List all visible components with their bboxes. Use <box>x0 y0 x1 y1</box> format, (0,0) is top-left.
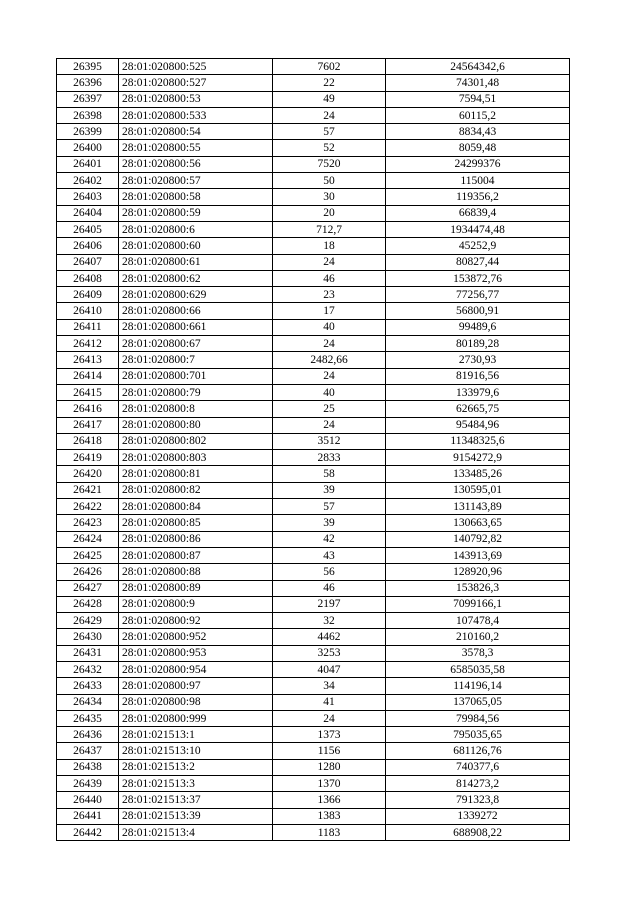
area-cell: 4047 <box>273 661 386 677</box>
row-number-cell: 26413 <box>57 352 119 368</box>
row-number-cell: 26415 <box>57 384 119 400</box>
row-number-cell: 26410 <box>57 303 119 319</box>
table-row <box>57 75 570 91</box>
area-cell: 24 <box>273 368 386 384</box>
cadastral-number-cell: 28:01:020800:53 <box>119 91 273 107</box>
area-cell: 18 <box>273 238 386 254</box>
value-cell: 74301,48 <box>386 75 570 91</box>
table-row <box>57 189 570 205</box>
value-cell: 137065,05 <box>386 694 570 710</box>
value-cell: 107478,4 <box>386 613 570 629</box>
cadastral-number-cell: 28:01:021513:10 <box>119 743 273 759</box>
value-cell: 115004 <box>386 173 570 189</box>
row-number-cell: 26426 <box>57 564 119 580</box>
value-cell: 153872,76 <box>386 270 570 286</box>
cadastral-number-cell: 28:01:020800:80 <box>119 417 273 433</box>
row-number-cell: 26397 <box>57 91 119 107</box>
value-cell: 791323,8 <box>386 792 570 808</box>
cadastral-number-cell: 28:01:020800:9 <box>119 596 273 612</box>
value-cell: 77256,77 <box>386 287 570 303</box>
area-cell: 1383 <box>273 808 386 824</box>
table-row <box>57 629 570 645</box>
area-cell: 25 <box>273 401 386 417</box>
table-row <box>57 580 570 596</box>
table-row <box>57 384 570 400</box>
value-cell: 24299376 <box>386 156 570 172</box>
value-cell: 210160,2 <box>386 629 570 645</box>
value-cell: 3578,3 <box>386 645 570 661</box>
area-cell: 24 <box>273 254 386 270</box>
row-number-cell: 26401 <box>57 156 119 172</box>
cadastral-number-cell: 28:01:020800:7 <box>119 352 273 368</box>
cadastral-number-cell: 28:01:021513:4 <box>119 824 273 840</box>
table-row <box>57 59 570 75</box>
table-row <box>57 254 570 270</box>
table-row <box>57 287 570 303</box>
value-cell: 2730,93 <box>386 352 570 368</box>
area-cell: 24 <box>273 417 386 433</box>
row-number-cell: 26442 <box>57 824 119 840</box>
area-cell: 46 <box>273 580 386 596</box>
cadastral-number-cell: 28:01:020800:661 <box>119 319 273 335</box>
table-row <box>57 727 570 743</box>
row-number-cell: 26420 <box>57 466 119 482</box>
value-cell: 8834,43 <box>386 124 570 140</box>
cadastral-number-cell: 28:01:020800:802 <box>119 433 273 449</box>
area-cell: 1366 <box>273 792 386 808</box>
row-number-cell: 26399 <box>57 124 119 140</box>
row-number-cell: 26419 <box>57 450 119 466</box>
cadastral-number-cell: 28:01:020800:97 <box>119 678 273 694</box>
value-cell: 114196,14 <box>386 678 570 694</box>
row-number-cell: 26417 <box>57 417 119 433</box>
cadastral-number-cell: 28:01:020800:629 <box>119 287 273 303</box>
cadastral-number-cell: 28:01:020800:85 <box>119 515 273 531</box>
value-cell: 24564342,6 <box>386 59 570 75</box>
cadastral-number-cell: 28:01:020800:525 <box>119 59 273 75</box>
cadastral-number-cell: 28:01:020800:953 <box>119 645 273 661</box>
table-row <box>57 596 570 612</box>
table-row <box>57 124 570 140</box>
row-number-cell: 26437 <box>57 743 119 759</box>
value-cell: 99489,6 <box>386 319 570 335</box>
cadastral-number-cell: 28:01:020800:58 <box>119 189 273 205</box>
value-cell: 133979,6 <box>386 384 570 400</box>
value-cell: 9154272,9 <box>386 450 570 466</box>
cadastral-number-cell: 28:01:020800:66 <box>119 303 273 319</box>
row-number-cell: 26411 <box>57 319 119 335</box>
table-row <box>57 140 570 156</box>
area-cell: 2482,66 <box>273 352 386 368</box>
row-number-cell: 26430 <box>57 629 119 645</box>
row-number-cell: 26435 <box>57 710 119 726</box>
table-row <box>57 613 570 629</box>
value-cell: 814273,2 <box>386 776 570 792</box>
table-row <box>57 759 570 775</box>
area-cell: 7520 <box>273 156 386 172</box>
row-number-cell: 26427 <box>57 580 119 596</box>
area-cell: 58 <box>273 466 386 482</box>
value-cell: 95484,96 <box>386 417 570 433</box>
cadastral-number-cell: 28:01:020800:84 <box>119 499 273 515</box>
table-row <box>57 107 570 123</box>
table-row <box>57 270 570 286</box>
cadastral-number-cell: 28:01:020800:86 <box>119 531 273 547</box>
cadastral-number-cell: 28:01:020800:60 <box>119 238 273 254</box>
value-cell: 7594,51 <box>386 91 570 107</box>
cadastral-number-cell: 28:01:020800:952 <box>119 629 273 645</box>
table-row <box>57 547 570 563</box>
row-number-cell: 26422 <box>57 499 119 515</box>
table-row <box>57 531 570 547</box>
value-cell: 681126,76 <box>386 743 570 759</box>
value-cell: 8059,48 <box>386 140 570 156</box>
value-cell: 795035,65 <box>386 727 570 743</box>
area-cell: 50 <box>273 173 386 189</box>
table-row <box>57 645 570 661</box>
table-row <box>57 808 570 824</box>
value-cell: 56800,91 <box>386 303 570 319</box>
area-cell: 22 <box>273 75 386 91</box>
area-cell: 39 <box>273 515 386 531</box>
row-number-cell: 26418 <box>57 433 119 449</box>
cadastral-number-cell: 28:01:020800:999 <box>119 710 273 726</box>
table-row <box>57 433 570 449</box>
area-cell: 40 <box>273 384 386 400</box>
area-cell: 56 <box>273 564 386 580</box>
cadastral-number-cell: 28:01:020800:55 <box>119 140 273 156</box>
value-cell: 7099166,1 <box>386 596 570 612</box>
cadastral-number-cell: 28:01:020800:56 <box>119 156 273 172</box>
value-cell: 60115,2 <box>386 107 570 123</box>
table-row <box>57 319 570 335</box>
table-row <box>57 466 570 482</box>
table-row <box>57 303 570 319</box>
area-cell: 1183 <box>273 824 386 840</box>
row-number-cell: 26438 <box>57 759 119 775</box>
cadastral-number-cell: 28:01:020800:67 <box>119 336 273 352</box>
table-row <box>57 694 570 710</box>
row-number-cell: 26395 <box>57 59 119 75</box>
table-row <box>57 205 570 221</box>
table-body <box>57 59 570 841</box>
cadastral-number-cell: 28:01:020800:954 <box>119 661 273 677</box>
value-cell: 79984,56 <box>386 710 570 726</box>
row-number-cell: 26403 <box>57 189 119 205</box>
area-cell: 1280 <box>273 759 386 775</box>
row-number-cell: 26416 <box>57 401 119 417</box>
table-row <box>57 499 570 515</box>
area-cell: 49 <box>273 91 386 107</box>
row-number-cell: 26404 <box>57 205 119 221</box>
table-row <box>57 368 570 384</box>
value-cell: 140792,82 <box>386 531 570 547</box>
cadastral-number-cell: 28:01:020800:87 <box>119 547 273 563</box>
table-row <box>57 450 570 466</box>
value-cell: 131143,89 <box>386 499 570 515</box>
table-row <box>57 515 570 531</box>
row-number-cell: 26431 <box>57 645 119 661</box>
value-cell: 740377,6 <box>386 759 570 775</box>
row-number-cell: 26409 <box>57 287 119 303</box>
area-cell: 712,7 <box>273 221 386 237</box>
cadastral-number-cell: 28:01:020800:81 <box>119 466 273 482</box>
table-row <box>57 743 570 759</box>
value-cell: 6585035,58 <box>386 661 570 677</box>
row-number-cell: 26412 <box>57 336 119 352</box>
row-number-cell: 26440 <box>57 792 119 808</box>
table-row <box>57 792 570 808</box>
cadastral-number-cell: 28:01:020800:54 <box>119 124 273 140</box>
table-row <box>57 564 570 580</box>
area-cell: 3253 <box>273 645 386 661</box>
area-cell: 2197 <box>273 596 386 612</box>
cadastral-number-cell: 28:01:021513:1 <box>119 727 273 743</box>
cadastral-number-cell: 28:01:020800:57 <box>119 173 273 189</box>
value-cell: 688908,22 <box>386 824 570 840</box>
area-cell: 43 <box>273 547 386 563</box>
area-cell: 1370 <box>273 776 386 792</box>
area-cell: 40 <box>273 319 386 335</box>
area-cell: 57 <box>273 499 386 515</box>
cadastral-number-cell: 28:01:020800:62 <box>119 270 273 286</box>
row-number-cell: 26398 <box>57 107 119 123</box>
table-row <box>57 336 570 352</box>
row-number-cell: 26424 <box>57 531 119 547</box>
value-cell: 128920,96 <box>386 564 570 580</box>
table-row <box>57 352 570 368</box>
table-row <box>57 678 570 694</box>
area-cell: 24 <box>273 710 386 726</box>
area-cell: 52 <box>273 140 386 156</box>
cadastral-number-cell: 28:01:020800:98 <box>119 694 273 710</box>
area-cell: 30 <box>273 189 386 205</box>
row-number-cell: 26414 <box>57 368 119 384</box>
table-row <box>57 401 570 417</box>
cadastral-number-cell: 28:01:020800:701 <box>119 368 273 384</box>
value-cell: 80189,28 <box>386 336 570 352</box>
row-number-cell: 26433 <box>57 678 119 694</box>
area-cell: 46 <box>273 270 386 286</box>
row-number-cell: 26408 <box>57 270 119 286</box>
cadastral-number-cell: 28:01:021513:3 <box>119 776 273 792</box>
area-cell: 39 <box>273 482 386 498</box>
row-number-cell: 26425 <box>57 547 119 563</box>
area-cell: 4462 <box>273 629 386 645</box>
value-cell: 45252,9 <box>386 238 570 254</box>
area-cell: 1156 <box>273 743 386 759</box>
table-row <box>57 661 570 677</box>
area-cell: 7602 <box>273 59 386 75</box>
table-row <box>57 238 570 254</box>
value-cell: 62665,75 <box>386 401 570 417</box>
table-row <box>57 156 570 172</box>
value-cell: 81916,56 <box>386 368 570 384</box>
table-row <box>57 776 570 792</box>
cadastral-number-cell: 28:01:021513:39 <box>119 808 273 824</box>
row-number-cell: 26423 <box>57 515 119 531</box>
value-cell: 130663,65 <box>386 515 570 531</box>
value-cell: 66839,4 <box>386 205 570 221</box>
row-number-cell: 26402 <box>57 173 119 189</box>
value-cell: 80827,44 <box>386 254 570 270</box>
cadastral-number-cell: 28:01:020800:803 <box>119 450 273 466</box>
value-cell: 119356,2 <box>386 189 570 205</box>
row-number-cell: 26405 <box>57 221 119 237</box>
table-row <box>57 173 570 189</box>
value-cell: 11348325,6 <box>386 433 570 449</box>
value-cell: 130595,01 <box>386 482 570 498</box>
cadastral-number-cell: 28:01:020800:88 <box>119 564 273 580</box>
row-number-cell: 26428 <box>57 596 119 612</box>
row-number-cell: 26439 <box>57 776 119 792</box>
table-row <box>57 710 570 726</box>
area-cell: 32 <box>273 613 386 629</box>
area-cell: 42 <box>273 531 386 547</box>
row-number-cell: 26434 <box>57 694 119 710</box>
row-number-cell: 26406 <box>57 238 119 254</box>
area-cell: 2833 <box>273 450 386 466</box>
cadastral-number-cell: 28:01:021513:2 <box>119 759 273 775</box>
cadastral-number-cell: 28:01:020800:89 <box>119 580 273 596</box>
row-number-cell: 26407 <box>57 254 119 270</box>
value-cell: 153826,3 <box>386 580 570 596</box>
area-cell: 3512 <box>273 433 386 449</box>
cadastral-value-table <box>56 58 570 841</box>
cadastral-number-cell: 28:01:020800:61 <box>119 254 273 270</box>
table-row <box>57 482 570 498</box>
table-row <box>57 221 570 237</box>
table-row <box>57 91 570 107</box>
area-cell: 20 <box>273 205 386 221</box>
cadastral-number-cell: 28:01:020800:6 <box>119 221 273 237</box>
area-cell: 23 <box>273 287 386 303</box>
cadastral-number-cell: 28:01:020800:82 <box>119 482 273 498</box>
cadastral-number-cell: 28:01:021513:37 <box>119 792 273 808</box>
row-number-cell: 26400 <box>57 140 119 156</box>
area-cell: 34 <box>273 678 386 694</box>
cadastral-number-cell: 28:01:020800:59 <box>119 205 273 221</box>
area-cell: 17 <box>273 303 386 319</box>
row-number-cell: 26396 <box>57 75 119 91</box>
cadastral-number-cell: 28:01:020800:79 <box>119 384 273 400</box>
table-row <box>57 824 570 840</box>
row-number-cell: 26436 <box>57 727 119 743</box>
cadastral-number-cell: 28:01:020800:8 <box>119 401 273 417</box>
value-cell: 1339272 <box>386 808 570 824</box>
value-cell: 1934474,48 <box>386 221 570 237</box>
area-cell: 24 <box>273 336 386 352</box>
row-number-cell: 26432 <box>57 661 119 677</box>
value-cell: 143913,69 <box>386 547 570 563</box>
table-row <box>57 417 570 433</box>
row-number-cell: 26441 <box>57 808 119 824</box>
area-cell: 57 <box>273 124 386 140</box>
area-cell: 1373 <box>273 727 386 743</box>
cadastral-number-cell: 28:01:020800:92 <box>119 613 273 629</box>
area-cell: 24 <box>273 107 386 123</box>
value-cell: 133485,26 <box>386 466 570 482</box>
cadastral-number-cell: 28:01:020800:527 <box>119 75 273 91</box>
area-cell: 41 <box>273 694 386 710</box>
row-number-cell: 26421 <box>57 482 119 498</box>
row-number-cell: 26429 <box>57 613 119 629</box>
cadastral-number-cell: 28:01:020800:533 <box>119 107 273 123</box>
